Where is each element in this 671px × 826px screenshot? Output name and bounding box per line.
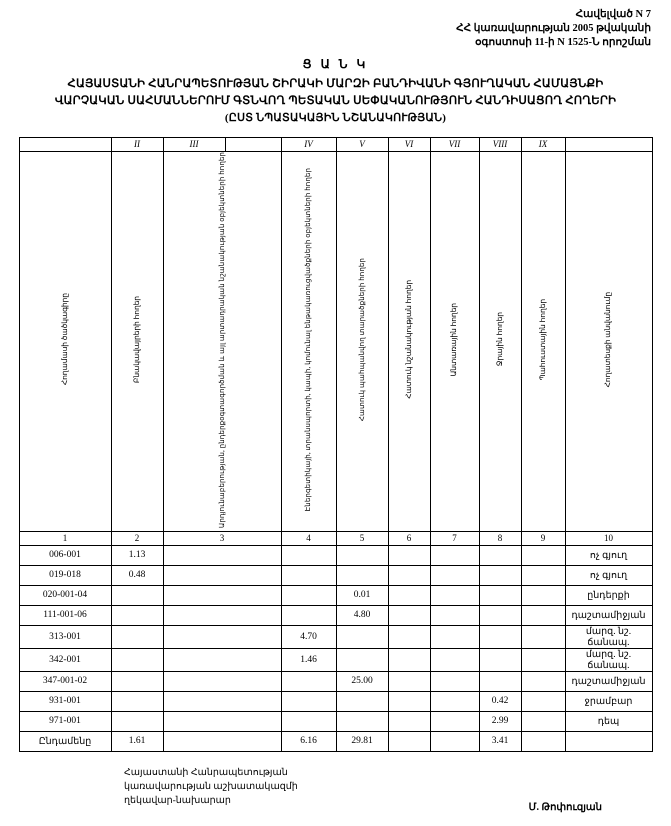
cell-c5: 25.00 [336, 671, 388, 691]
cell-c3 [163, 545, 281, 565]
signatory-line-3: ղեկավար-նախարար [124, 796, 231, 807]
total-c9 [521, 731, 565, 751]
cell-c4 [281, 545, 336, 565]
total-landtype [565, 731, 652, 751]
cell-c2: 0.48 [111, 565, 163, 585]
header-cell-industry [163, 151, 281, 531]
table-row [19, 711, 652, 731]
header-label-special: Հատուկ նշանակության հողեր [403, 280, 413, 399]
signatory-title [124, 766, 298, 809]
cell-landtype: մարզ. նշ. ճանապ. [565, 648, 652, 671]
cell-c5 [336, 625, 388, 648]
cell-c9 [521, 585, 565, 605]
table-row [19, 585, 652, 605]
cell-c5 [336, 565, 388, 585]
cell-c9 [521, 565, 565, 585]
colnum-1: 1 [19, 531, 111, 545]
cell-c5: 4.80 [336, 605, 388, 625]
cell-c2 [111, 691, 163, 711]
signatory-line-1: Հայաստանի Հանրապետության [124, 767, 288, 778]
header-label-code: Հողամասի ծածկագիրը [59, 293, 69, 386]
cell-c6 [388, 585, 430, 605]
cell-c2 [111, 585, 163, 605]
cell-c4 [281, 565, 336, 585]
cell-code: 347-001-02 [19, 671, 111, 691]
colnum-5: 5 [336, 531, 388, 545]
cell-c3 [163, 671, 281, 691]
cell-c6 [388, 711, 430, 731]
cell-landtype: դաշտամիջյան [565, 671, 652, 691]
cell-c7 [430, 565, 479, 585]
cell-landtype: դաշտամիջյան [565, 605, 652, 625]
cell-c6 [388, 565, 430, 585]
cell-c8 [479, 545, 521, 565]
total-c6 [388, 731, 430, 751]
cell-c2 [111, 671, 163, 691]
cell-code: 019-018 [19, 565, 111, 585]
header-cell-landtype [565, 151, 652, 531]
colnum-6: 6 [388, 531, 430, 545]
appendix-number: Հավելված N 7 [575, 9, 651, 20]
cell-c7 [430, 691, 479, 711]
cell-landtype: ոչ գյուղ [565, 565, 652, 585]
cell-c7 [430, 545, 479, 565]
cell-c8 [479, 605, 521, 625]
cell-code: 313-001 [19, 625, 111, 648]
total-c7 [430, 731, 479, 751]
table-row [19, 648, 652, 671]
cell-c6 [388, 605, 430, 625]
cell-c2 [111, 648, 163, 671]
cell-c4 [281, 605, 336, 625]
cell-c6 [388, 671, 430, 691]
cell-c3 [163, 605, 281, 625]
cell-c9 [521, 711, 565, 731]
header-label-industry: Արդյունաբերության, ընդերքօգտագործման և այլ արտադրական նշանակության օբյեկտների հողեր [217, 151, 226, 528]
cell-c3 [163, 691, 281, 711]
cell-c9 [521, 648, 565, 671]
colnum-2: 2 [111, 531, 163, 545]
roman-cell-10: IX [521, 137, 565, 151]
roman-cell-6: V [336, 137, 388, 151]
cell-c4 [281, 585, 336, 605]
roman-cell-4 [225, 137, 281, 151]
cell-code: 111-001-06 [19, 605, 111, 625]
title-line-1: ՀԱՅԱՍՏԱՆԻ ՀԱՆՐԱՊԵՏՈՒԹՅԱՆ ՇԻՐԱԿԻ ՄԱՐԶԻ ԲԱՆԴԻՎԱՆԻ ԳՅՈՒՂԱԿԱՆ ՀԱՄԱՅՆՔԻ [67, 77, 604, 90]
cell-code: 342-001 [19, 648, 111, 671]
cell-c4: 1.46 [281, 648, 336, 671]
header-cell-code [19, 151, 111, 531]
colnum-9: 9 [521, 531, 565, 545]
title-line-3: (ԸՍՏ ՆՊԱՏԱԿԱՅԻՆ ՆՇԱՆԱԿՈՒԹՅԱՆ) [224, 112, 447, 125]
cell-c7 [430, 605, 479, 625]
table-row [19, 605, 652, 625]
roman-cell-1 [19, 137, 111, 151]
cell-c8 [479, 625, 521, 648]
total-c3 [163, 731, 281, 751]
cell-c4 [281, 691, 336, 711]
cell-c8 [479, 585, 521, 605]
cell-c7 [430, 671, 479, 691]
decree-line-1: ՀՀ կառավարության 2005 թվականի [456, 23, 651, 35]
header-cell-reserve [521, 151, 565, 531]
cell-c7 [430, 585, 479, 605]
header-cell-forest [430, 151, 479, 531]
cell-c8: 0.42 [479, 691, 521, 711]
cell-c4 [281, 711, 336, 731]
colnum-3: 3 [163, 531, 281, 545]
cell-c6 [388, 648, 430, 671]
cell-landtype: ոչ գյուղ [565, 545, 652, 565]
cell-c3 [163, 711, 281, 731]
header-label-settlement: Բնակավայրերի հողեր [131, 296, 141, 384]
header-label-reserve: Պահուստային հողեր [537, 298, 547, 381]
roman-cell-11 [565, 137, 652, 151]
signatory-name: Մ. Թոփուզյան [528, 801, 602, 813]
roman-numeral-row [19, 137, 652, 151]
cell-landtype: ընդերքի [565, 585, 652, 605]
column-header-row [19, 151, 652, 531]
cell-c9 [521, 671, 565, 691]
cell-c6 [388, 545, 430, 565]
header-cell-settlement [111, 151, 163, 531]
cell-c7 [430, 711, 479, 731]
cell-c3 [163, 585, 281, 605]
cell-code: 020-001-04 [19, 585, 111, 605]
cell-c2: 1.13 [111, 545, 163, 565]
cell-code: 931-001 [19, 691, 111, 711]
list-heading: Ց Ա Ն Կ [302, 56, 369, 71]
cell-c7 [430, 648, 479, 671]
total-c8: 3.41 [479, 731, 521, 751]
table-row [19, 545, 652, 565]
cell-c8 [479, 565, 521, 585]
cell-c2 [111, 605, 163, 625]
cell-code: 006-001 [19, 545, 111, 565]
roman-cell-3: III [163, 137, 225, 151]
cell-c7 [430, 625, 479, 648]
header-label-landtype: Հողատեսքի անվանումը [603, 291, 613, 388]
header-cell-special [388, 151, 430, 531]
total-c2: 1.61 [111, 731, 163, 751]
colnum-10: 10 [565, 531, 652, 545]
roman-cell-9: VIII [479, 137, 521, 151]
cell-c5 [336, 691, 388, 711]
cell-c9 [521, 625, 565, 648]
table-total-row [19, 731, 652, 751]
cell-c2 [111, 711, 163, 731]
header-label-protected: Հատուկ պահպանվող տարածքների հողեր [357, 257, 366, 422]
header-label-energy: Էներգետիկայի, տրանսպորտի, կապի, կոմունալ ենթակառուցվածքների օբյեկտների հողեր [304, 167, 313, 512]
decree-line-2: օգոստոսի 11-ի N 1525-Ն որոշման [475, 37, 651, 49]
roman-cell-2: II [111, 137, 163, 151]
roman-cell-5: IV [281, 137, 336, 151]
total-c5: 29.81 [336, 731, 388, 751]
table-row [19, 691, 652, 711]
total-label: Ընդամենը [19, 731, 111, 751]
roman-cell-8: VII [430, 137, 479, 151]
cell-c8 [479, 648, 521, 671]
total-c4: 6.16 [281, 731, 336, 751]
cell-landtype: ջրամբար [565, 691, 652, 711]
cell-c4 [281, 671, 336, 691]
cell-c5: 0.01 [336, 585, 388, 605]
cell-c5 [336, 648, 388, 671]
cell-landtype: դեպ [565, 711, 652, 731]
cell-c3 [163, 565, 281, 585]
header-cell-protected [336, 151, 388, 531]
header-label-forest: Անտառային հողեր [449, 302, 459, 377]
cell-c3 [163, 648, 281, 671]
cell-c5 [336, 545, 388, 565]
cell-c6 [388, 691, 430, 711]
cell-c2 [111, 625, 163, 648]
header-cell-energy [281, 151, 336, 531]
cell-c9 [521, 691, 565, 711]
cell-c4: 4.70 [281, 625, 336, 648]
colnum-7: 7 [430, 531, 479, 545]
cell-c9 [521, 605, 565, 625]
table-row [19, 671, 652, 691]
cell-c8: 2.99 [479, 711, 521, 731]
cell-c3 [163, 625, 281, 648]
colnum-8: 8 [479, 531, 521, 545]
appendix-header [14, 8, 657, 51]
title-line-2: ՎԱՐՉԱԿԱՆ ՍԱՀՄԱՆՆԵՐՈՒՄ ԳՏՆՎՈՂ ՊԵՏԱԿԱՆ ՍԵՓԱԿԱՆՈՒԹՅՈՒՆ ՀԱՆԴԻՍԱՑՈՂ ՀՈՂԵՐԻ [54, 94, 617, 107]
header-label-water: Ջրային հողեր [494, 312, 504, 367]
table-row [19, 565, 652, 585]
cell-c8 [479, 671, 521, 691]
table-row [19, 625, 652, 648]
signatory-line-2: կառավարության աշխատակազմի [124, 781, 298, 792]
cell-c6 [388, 625, 430, 648]
roman-cell-7: VI [388, 137, 430, 151]
cell-landtype: մարզ. նշ. ճանապ. [565, 625, 652, 648]
cell-c9 [521, 545, 565, 565]
land-registry-table [19, 137, 653, 752]
colnum-4: 4 [281, 531, 336, 545]
cell-c5 [336, 711, 388, 731]
column-number-row [19, 531, 652, 545]
cell-code: 971-001 [19, 711, 111, 731]
header-cell-water [479, 151, 521, 531]
document-title [14, 76, 657, 127]
document-footer [14, 766, 657, 826]
